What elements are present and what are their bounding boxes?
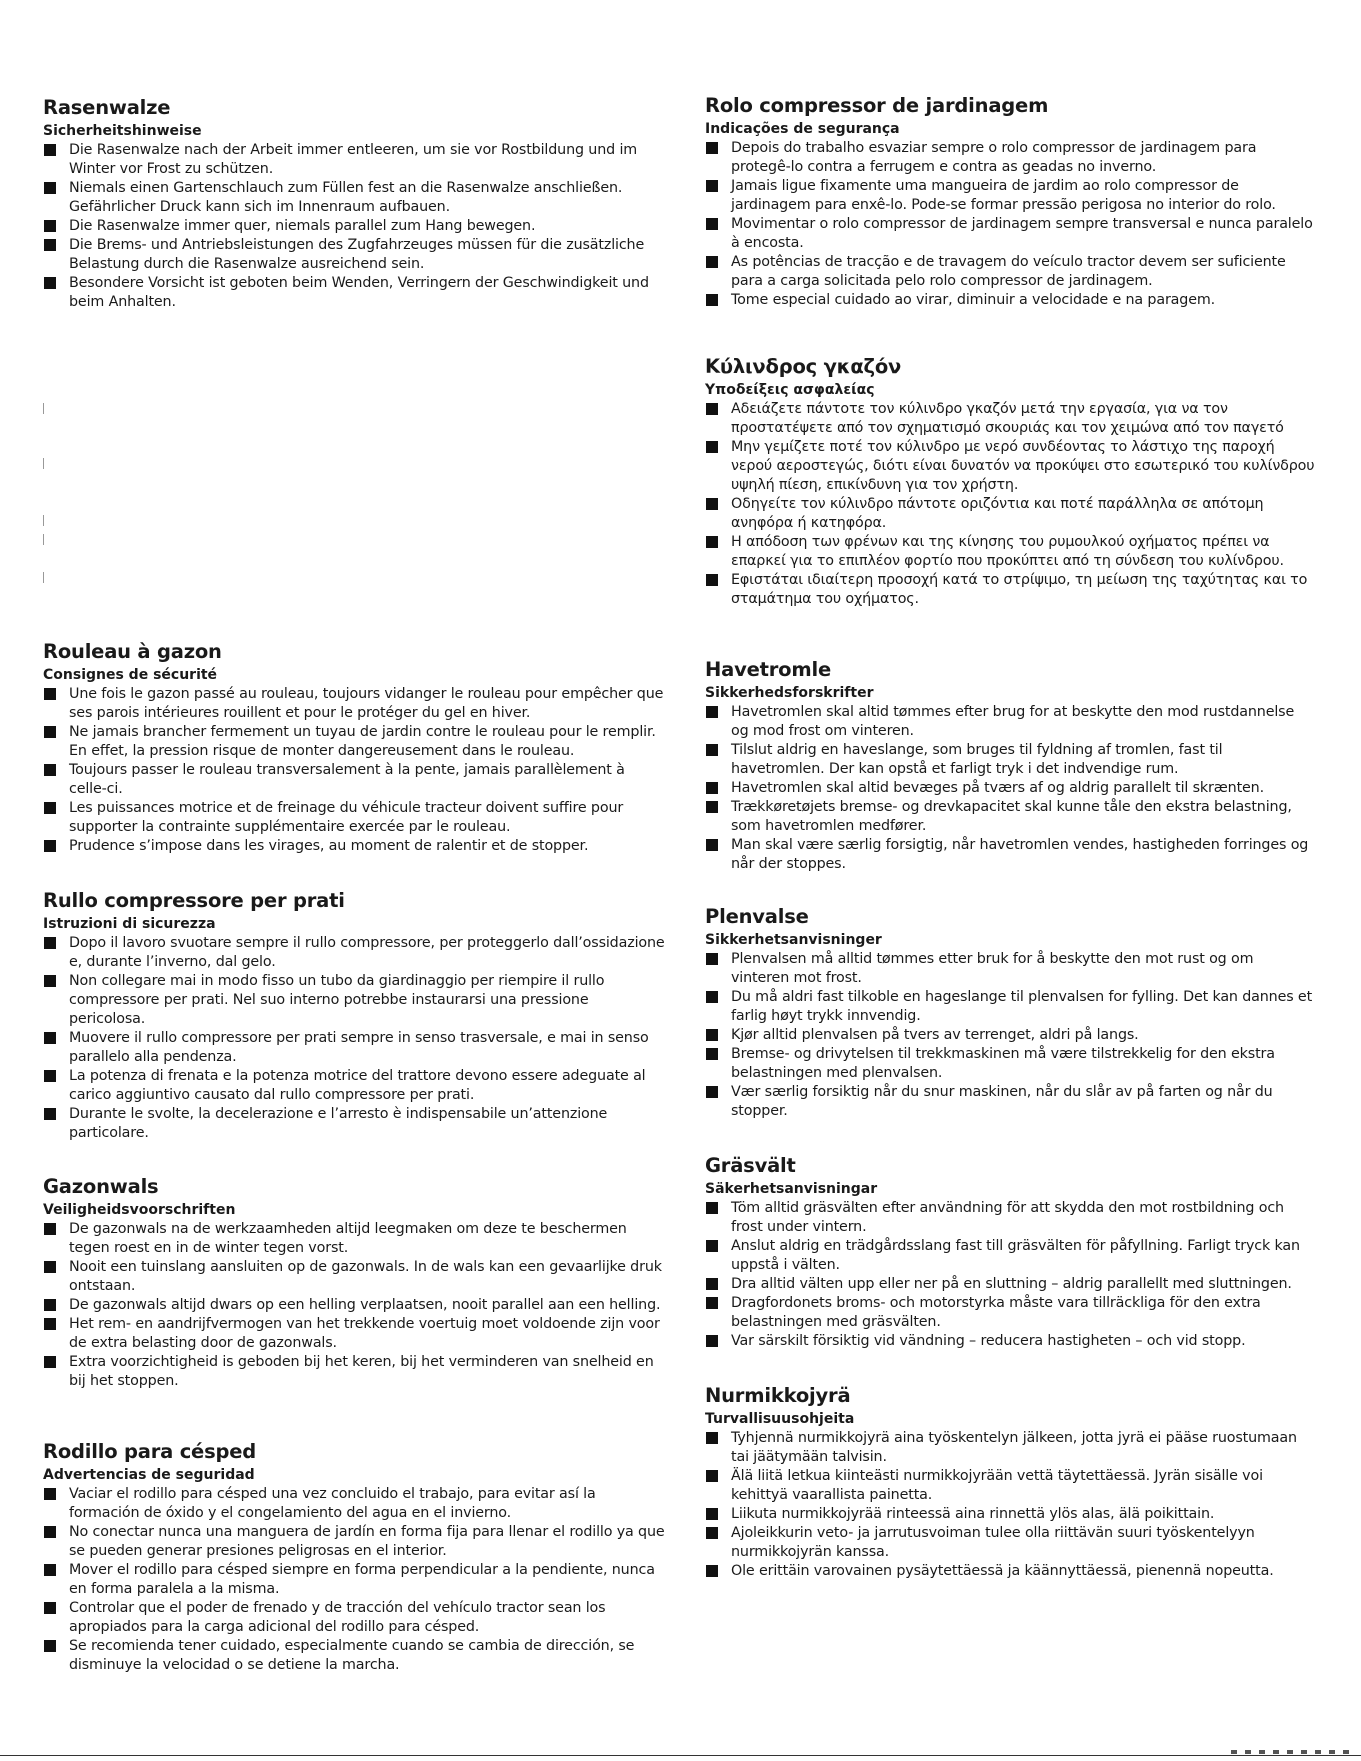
list-item: Οδηγείτε τον κύλινδρο πάντοτε οριζόντια και ποτέ παράλληλα σε απότομη ανηφόρα ή κατηφόρα. — [705, 495, 1315, 533]
list-item: Toujours passer le rouleau transversalement à la pente, jamais parallèlement à celle-ci. — [43, 761, 665, 799]
scan-mark — [43, 572, 44, 583]
list-item: Movimentar o rolo compressor de jardinagem sempre transversal e nunca paralelo à encosta. — [705, 215, 1315, 253]
list-item: Dopo il lavoro svuotare sempre il rullo compressore, per proteggerlo dall’ossidazione e, durante l’inverno, dal gelo. — [43, 934, 665, 972]
scan-mark — [43, 458, 44, 469]
bullet-icon — [44, 1526, 56, 1538]
list-item: Vaciar el rodillo para césped una vez concluido el trabajo, para evitar así la formación de óxido y el congelamiento del agua en el invierno. — [43, 1485, 665, 1523]
bullet-icon — [44, 688, 56, 700]
bullet-icon — [44, 1032, 56, 1044]
list-item: Havetromlen skal altid tømmes efter brug for at beskytte den mod rustdannelse og mod frost om vinteren. — [705, 703, 1315, 741]
bullet-icon — [706, 1029, 718, 1041]
list-item: Controlar que el poder de frenado y de tracción del vehículo tractor sean los apropiados para la carga adicional del rodillo para césped. — [43, 1599, 665, 1637]
list-item: Extra voorzichtigheid is geboden bij het keren, bij het verminderen van snelheid en bij het stoppen. — [43, 1353, 665, 1391]
bullet-icon — [44, 764, 56, 776]
bullet-icon — [44, 975, 56, 987]
section-subtitle: Sikkerhedsforskrifter — [705, 685, 874, 701]
list-item: No conectar nunca una manguera de jardín en forma fija para llenar el rodillo ya que se pueden generar presiones peligrosas en el interior. — [43, 1523, 665, 1561]
section-pt — [705, 94, 1315, 310]
bullet-icon — [706, 1278, 718, 1290]
bullet-icon — [706, 1432, 718, 1444]
list-item: Durante le svolte, la decelerazione e l’arresto è indispensabile un’attenzione particolare. — [43, 1105, 665, 1143]
safety-list — [43, 1485, 665, 1675]
safety-list — [705, 1429, 1315, 1581]
bullet-icon — [44, 937, 56, 949]
bullet-icon — [44, 1318, 56, 1330]
bullet-icon — [44, 1070, 56, 1082]
section-title: Rodillo para césped — [43, 1440, 257, 1463]
list-item: Var särskilt försiktig vid vändning – reducera hastigheten – och vid stopp. — [705, 1332, 1315, 1351]
bullet-icon — [44, 1640, 56, 1652]
bullet-icon — [44, 1261, 56, 1273]
bullet-icon — [706, 403, 718, 415]
section-el — [705, 355, 1315, 609]
bullet-icon — [706, 1565, 718, 1577]
bullet-icon — [44, 802, 56, 814]
list-item: Dragfordonets broms- och motorstyrka måste vara tillräckliga för den extra belastningen med gräsvälten. — [705, 1294, 1315, 1332]
list-item: Het rem- en aandrijfvermogen van het trekkende voertuig moet voldoende zijn voor de extra belasting door de gazonwals. — [43, 1315, 665, 1353]
section-fr — [43, 640, 665, 856]
safety-list — [43, 1220, 665, 1391]
list-item: Ne jamais brancher fermement un tuyau de jardin contre le rouleau pour le remplir. En effet, la pression risque de monter dangereusement dans le rouleau. — [43, 723, 665, 761]
safety-list — [43, 141, 665, 312]
list-item: Anslut aldrig en trädgårdsslang fast till gräsvälten för påfyllning. Farligt tryck kan uppstå i välten. — [705, 1237, 1315, 1275]
bullet-icon — [706, 574, 718, 586]
section-subtitle: Sikkerhetsanvisninger — [705, 932, 882, 948]
section-subtitle: Υποδείξεις ασφαλείας — [705, 382, 875, 398]
bullet-icon — [44, 220, 56, 232]
section-title: Rasenwalze — [43, 96, 171, 119]
list-item: Αδειάζετε πάντοτε τον κύλινδρο γκαζόν μετά την εργασία, για να τον προστατέψετε από τον σχηματισμό σκουριάς και τον χειμώνα από τον παγετό — [705, 400, 1315, 438]
safety-list — [43, 685, 665, 856]
list-item: Trækkøretøjets bremse- og drevkapacitet skal kunne tåle den ekstra belastning, som havetromlen medfører. — [705, 798, 1315, 836]
scan-mark — [43, 534, 44, 545]
section-no — [705, 905, 1315, 1121]
section-de — [43, 96, 665, 312]
bullet-icon — [44, 144, 56, 156]
section-nl — [43, 1175, 665, 1391]
section-subtitle: Consignes de sécurité — [43, 667, 218, 683]
safety-list — [43, 934, 665, 1143]
list-item: Töm alltid gräsvälten efter användning för att skydda den mot rostbildning och frost under vintern. — [705, 1199, 1315, 1237]
section-subtitle: Istruzioni di sicurezza — [43, 916, 216, 932]
bullet-icon — [706, 1297, 718, 1309]
section-subtitle: Sicherheitshinweise — [43, 123, 202, 139]
section-subtitle: Turvallisuusohjeita — [705, 1411, 855, 1427]
list-item: Die Rasenwalze immer quer, niemals parallel zum Hang bewegen. — [43, 217, 665, 236]
safety-list — [705, 1199, 1315, 1351]
bullet-icon — [706, 294, 718, 306]
section-da — [705, 658, 1315, 874]
bullet-icon — [44, 239, 56, 251]
list-item: Ajoleikkurin veto- ja jarrutusvoiman tulee olla riittävän suuri työskentelyyn nurmikkojyrän kanssa. — [705, 1524, 1315, 1562]
safety-list — [705, 400, 1315, 609]
bullet-icon — [706, 218, 718, 230]
list-item: Liikuta nurmikkojyrää rinteessä aina rinnettä ylös alas, älä poikittain. — [705, 1505, 1315, 1524]
bullet-icon — [44, 277, 56, 289]
section-title: Plenvalse — [705, 905, 809, 928]
list-item: Nooit een tuinslang aansluiten op de gazonwals. In de wals kan een gevaarlijke druk ontstaan. — [43, 1258, 665, 1296]
list-item: Depois do trabalho esvaziar sempre o rolo compressor de jardinagem para protegê-lo contra a ferrugem e contra as geadas no inverno. — [705, 139, 1315, 177]
list-item: Tyhjennä nurmikkojyrä aina työskentelyn jälkeen, jotta jyrä ei pääse ruostumaan tai jäätymään talvisin. — [705, 1429, 1315, 1467]
page-bottom-rule — [0, 1755, 1361, 1756]
bullet-icon — [706, 1086, 718, 1098]
bullet-icon — [706, 744, 718, 756]
scan-mark — [43, 515, 44, 526]
list-item: Se recomienda tener cuidado, especialmente cuando se cambia de dirección, se disminuye la velocidad o se detiene la marcha. — [43, 1637, 665, 1675]
list-item: Vær særlig forsiktig når du snur maskinen, når du slår av på farten og når du stopper. — [705, 1083, 1315, 1121]
section-sv — [705, 1154, 1315, 1351]
list-item: De gazonwals na de werkzaamheden altijd leegmaken om deze te beschermen tegen roest en in de winter tegen vorst. — [43, 1220, 665, 1258]
bullet-icon — [706, 782, 718, 794]
section-subtitle: Indicações de segurança — [705, 121, 900, 137]
bullet-icon — [44, 1488, 56, 1500]
list-item: Les puissances motrice et de freinage du véhicule tracteur doivent suffire pour supporter la contrainte supplémentaire exercée par le rouleau. — [43, 799, 665, 837]
section-title: Havetromle — [705, 658, 831, 681]
list-item: De gazonwals altijd dwars op een helling verplaatsen, nooit parallel aan een helling. — [43, 1296, 665, 1315]
list-item: Bremse- og drivytelsen til trekkmaskinen må være tilstrekkelig for den ekstra belastningen med plenvalsen. — [705, 1045, 1315, 1083]
section-subtitle: Säkerhetsanvisningar — [705, 1181, 878, 1197]
bullet-icon — [706, 1202, 718, 1214]
list-item: Prudence s’impose dans les virages, au moment de ralentir et de stopper. — [43, 837, 665, 856]
bullet-icon — [44, 182, 56, 194]
bullet-icon — [706, 1508, 718, 1520]
bullet-icon — [706, 441, 718, 453]
bullet-icon — [44, 840, 56, 852]
list-item: Tome especial cuidado ao virar, diminuir a velocidade e na paragem. — [705, 291, 1315, 310]
print-marks — [1231, 1750, 1351, 1754]
section-subtitle: Veiligheidsvoorschriften — [43, 1202, 236, 1218]
list-item: Die Brems- und Antriebsleistungen des Zugfahrzeuges müssen für die zusätzliche Belastung durch die Rasenwalze ausreichend sein. — [43, 236, 665, 274]
section-title: Rolo compressor de jardinagem — [705, 94, 1049, 117]
list-item: Älä liitä letkua kiinteästi nurmikkojyrään vettä täytettäessä. Jyrän sisälle voi kehittyä vaarallista painetta. — [705, 1467, 1315, 1505]
list-item: Havetromlen skal altid bevæges på tværs af og aldrig parallelt til skrænten. — [705, 779, 1315, 798]
list-item: Niemals einen Gartenschlauch zum Füllen fest an die Rasenwalze anschließen. Gefährlicher Druck kann sich im Innenraum aufbauen. — [43, 179, 665, 217]
bullet-icon — [706, 991, 718, 1003]
bullet-icon — [706, 180, 718, 192]
list-item: Plenvalsen må alltid tømmes etter bruk for å beskytte den mot rust og om vinteren mot frost. — [705, 950, 1315, 988]
list-item: Jamais ligue fixamente uma mangueira de jardim ao rolo compressor de jardinagem para enxê-lo. Pode-se formar pressão perigosa no interior do rolo. — [705, 177, 1315, 215]
bullet-icon — [706, 953, 718, 965]
bullet-icon — [706, 498, 718, 510]
list-item: Εφιστάται ιδιαίτερη προσοχή κατά το στρίψιμο, τη μείωση της ταχύτητας και το σταμάτημα του οχήματος. — [705, 571, 1315, 609]
bullet-icon — [44, 1602, 56, 1614]
bullet-icon — [706, 706, 718, 718]
list-item: Muovere il rullo compressore per prati sempre in senso trasversale, e mai in senso parallelo alla pendenza. — [43, 1029, 665, 1067]
section-es — [43, 1440, 665, 1675]
bullet-icon — [44, 726, 56, 738]
list-item: Non collegare mai in modo fisso un tubo da giardinaggio per riempire il rullo compressore per prati. Nel suo interno potrebbe instaurarsi una pressione pericolosa. — [43, 972, 665, 1029]
bullet-icon — [706, 536, 718, 548]
section-fi — [705, 1384, 1315, 1581]
bullet-icon — [706, 1048, 718, 1060]
list-item: Man skal være særlig forsigtig, når havetromlen vendes, hastigheden forringes og når der stoppes. — [705, 836, 1315, 874]
bullet-icon — [706, 801, 718, 813]
bullet-icon — [706, 142, 718, 154]
list-item: Mover el rodillo para césped siempre en forma perpendicular a la pendiente, nunca en forma paralela a la misma. — [43, 1561, 665, 1599]
list-item: Kjør alltid plenvalsen på tvers av terrenget, aldri på langs. — [705, 1026, 1315, 1045]
bullet-icon — [706, 1527, 718, 1539]
section-title: Κύλινδρος γκαζόν — [705, 355, 902, 378]
bullet-icon — [44, 1223, 56, 1235]
scan-mark — [43, 403, 44, 414]
bullet-icon — [44, 1299, 56, 1311]
bullet-icon — [44, 1564, 56, 1576]
section-title: Rouleau à gazon — [43, 640, 222, 663]
bullet-icon — [706, 256, 718, 268]
section-title: Gräsvält — [705, 1154, 796, 1177]
list-item: Une fois le gazon passé au rouleau, toujours vidanger le rouleau pour empêcher que ses parois intérieures rouillent et pour le protéger du gel en hiver. — [43, 685, 665, 723]
list-item: Η απόδοση των φρένων και της κίνησης του ρυμουλκού οχήματος πρέπει να επαρκεί για το επιπλέον φορτίο που προκύπτει από τη σύνδεση του κυλίνδρου. — [705, 533, 1315, 571]
section-it — [43, 889, 665, 1143]
list-item: Μην γεμίζετε ποτέ τον κύλινδρο με νερό συνδέοντας το λάστιχο της παροχή νερού αεροστεγώς, διότι είναι δυνατόν να προκύψει στο εσωτερικό του κυλίνδρου υψηλή πίεση, επικίνδυνη για τον χρήστη. — [705, 438, 1315, 495]
section-title: Nurmikkojyrä — [705, 1384, 851, 1407]
list-item: Ole erittäin varovainen pysäytettäessä ja käännyttäessä, pienennä nopeutta. — [705, 1562, 1315, 1581]
bullet-icon — [706, 839, 718, 851]
safety-list — [705, 139, 1315, 310]
safety-list — [705, 703, 1315, 874]
bullet-icon — [706, 1240, 718, 1252]
bullet-icon — [44, 1356, 56, 1368]
list-item: Du må aldri fast tilkoble en hageslange til plenvalsen for fylling. Det kan dannes et farlig høyt trykk innvendig. — [705, 988, 1315, 1026]
section-title: Gazonwals — [43, 1175, 159, 1198]
list-item: Tilslut aldrig en haveslange, som bruges til fyldning af tromlen, fast til havetromlen. Der kan opstå et farligt tryk i det indvendige rum. — [705, 741, 1315, 779]
section-title: Rullo compressore per prati — [43, 889, 345, 912]
list-item: Die Rasenwalze nach der Arbeit immer entleeren, um sie vor Rostbildung und im Winter vor Frost zu schützen. — [43, 141, 665, 179]
list-item: As potências de tracção e de travagem do veículo tractor devem ser suficiente para a carga solicitada pelo rolo compressor de jardinagem. — [705, 253, 1315, 291]
list-item: Dra alltid välten upp eller ner på en sluttning – aldrig parallellt med sluttningen. — [705, 1275, 1315, 1294]
bullet-icon — [44, 1108, 56, 1120]
list-item: La potenza di frenata e la potenza motrice del trattore devono essere adeguate al carico aggiuntivo causato dal rullo compressore per prati. — [43, 1067, 665, 1105]
bullet-icon — [706, 1335, 718, 1347]
section-subtitle: Advertencias de seguridad — [43, 1467, 255, 1483]
safety-list — [705, 950, 1315, 1121]
list-item: Besondere Vorsicht ist geboten beim Wenden, Verringern der Geschwindigkeit und beim Anhalten. — [43, 274, 665, 312]
bullet-icon — [706, 1470, 718, 1482]
